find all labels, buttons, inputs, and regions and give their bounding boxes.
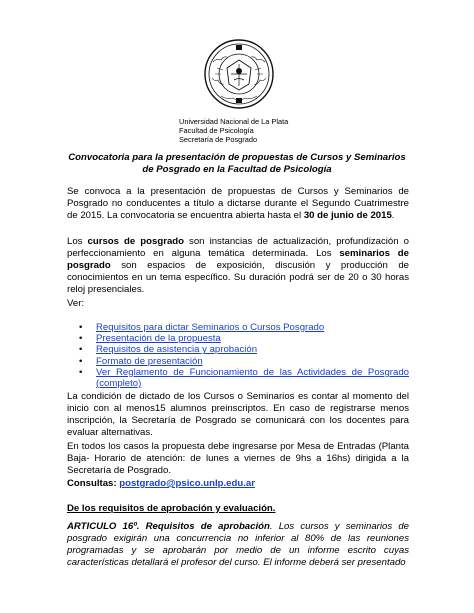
bullet-icon: •	[79, 344, 83, 356]
requirements-link-list	[67, 322, 409, 389]
submission-paragraph: En todos los casos la propuesta debe ingresarse por Mesa de Entradas (Planta Baja- Horario de atención: de lunes a viernes de 9hs a 16hs) dirigida a la Secretaría de Posgrado.	[67, 441, 409, 476]
intro-end: .	[391, 210, 395, 221]
intro-paragraph	[67, 186, 409, 222]
bullet-icon: •	[79, 322, 83, 333]
link-requisitos-asistencia[interactable]: Requisitos de asistencia y aprobación	[96, 344, 258, 356]
contact-line	[67, 478, 409, 490]
def-text-1: Los	[67, 236, 88, 247]
link-formato-presentacion[interactable]: Formato de presentación	[96, 355, 203, 367]
article-16-paragraph	[67, 521, 409, 569]
def-bold-courses: cursos de posgrado	[87, 236, 184, 247]
bullet-icon: •	[79, 366, 83, 378]
link-reglamento-completo[interactable]: Ver Reglamento de Funcionamiento de las Actividades de Posgrado (completo)	[96, 366, 409, 390]
article-heading: ARTICULO 16º. Requisitos de aprobación	[67, 521, 270, 532]
def-bold-seminars: seminarios de posgrado	[67, 248, 409, 271]
definition-paragraph	[67, 236, 409, 296]
bullet-icon: •	[79, 355, 83, 367]
page-title	[60, 152, 414, 176]
university-name: Universidad Nacional de La Plata	[179, 117, 289, 126]
contact-label: Consultas:	[67, 478, 120, 489]
link-presentacion-propuesta[interactable]: Presentación de la propuesta	[96, 333, 221, 345]
list-item	[67, 333, 409, 344]
institution-block	[179, 117, 288, 145]
section-heading: De los requisitos de aprobación y evaluación.	[67, 503, 276, 514]
list-item	[67, 322, 409, 333]
title-line-1: Convocatoria para la presentación de propuestas de Cursos y Seminarios	[68, 152, 406, 163]
list-item	[67, 356, 409, 367]
bullet-icon: •	[79, 333, 83, 345]
list-item	[67, 367, 409, 389]
faculty-name: Facultad de Psicología	[179, 126, 254, 136]
ver-label: Ver:	[67, 298, 85, 309]
condition-paragraph: La condición de dictado de los Cursos o Seminarios es contar al momento del inicio con al menos15 alumnos preinscriptos. En caso de registrarse menos inscripción, la Secretaría de Posgrado se comunicará con los docentes para evaluar alternativas.	[67, 391, 409, 438]
secretariat-name: Secretaría de Posgrado	[179, 135, 258, 145]
def-text-2: son instancias de actualización, profundización o perfeccionamiento en alguna temática determinada. Los	[67, 236, 409, 259]
link-requisitos-dictar[interactable]: Requisitos para dictar Seminarios o Cursos Posgrado	[96, 322, 325, 333]
deadline: 30 de junio de 2015	[303, 210, 392, 221]
intro-text: Se convoca a la presentación de propuestas de Cursos y Seminarios de Posgrado no conducentes a título a dictarse durante el Segundo Cuatrimestre de 2015. La convocatoria se encuentra abierta hasta el	[67, 186, 409, 221]
title-line-2: de Posgrado en la Facultad de Psicología	[142, 164, 332, 175]
list-item	[67, 344, 409, 355]
def-text-3: son espacios de exposición, discusión y producción de conocimientos en un tema específico. Su duración podrá ser de 20 o 30 horas reloj presenciales.	[67, 260, 409, 295]
contact-email-link[interactable]: postgrado@psico.unlp.edu.ar	[119, 478, 255, 489]
university-seal-icon	[203, 38, 275, 110]
article-text: . Los cursos y seminarios de posgrado exigirán una concurrencia no inferior al 80% de las reuniones programadas y se aprobarán por medio de un informe escrito cuyas características detallará el profesor del curso. El informe deberá ser presentado	[67, 521, 409, 568]
